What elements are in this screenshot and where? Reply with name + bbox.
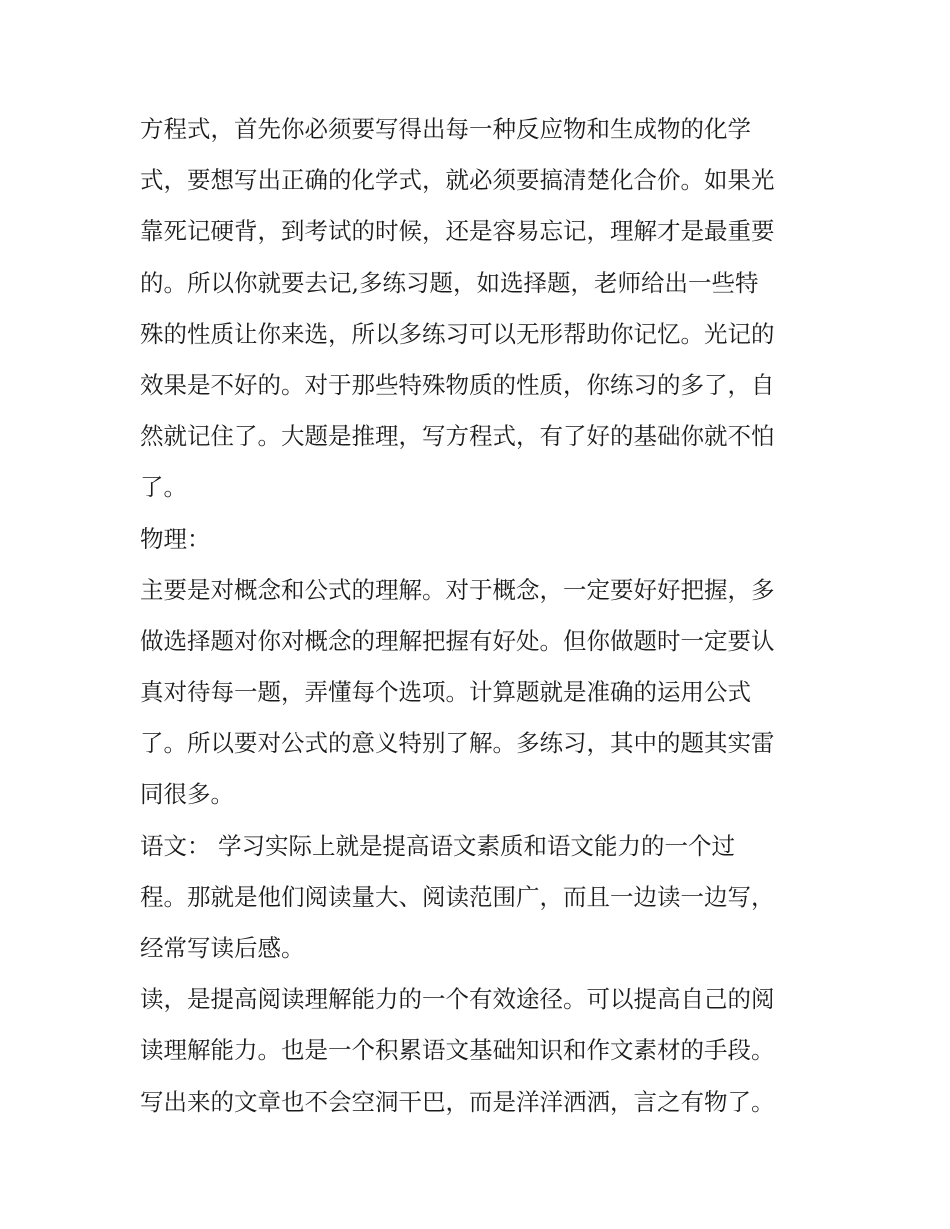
text-line: 的。所以你就要去记,多练习题，如选择题，老师给出一些特 [140,268,759,297]
section-heading-chinese: 语文： 学习实际上就是提高语文素质和语文能力的一个过 [140,831,735,860]
body-text [140,104,820,1128]
text-line: 写出来的文章也不会空洞干巴，而是洋洋洒洒，言之有物了。 [140,1087,775,1116]
text-line: 然就记住了。大题是推理，写方程式，有了好的基础你就不怕 [140,422,775,451]
text-line: 读理解能力。也是一个积累语文基础知识和作文素材的手段。 [140,1036,775,1065]
text-line: 读，是提高阅读理解能力的一个有效途径。可以提高自己的阅 [140,985,775,1014]
section-heading-physics: 物理： [140,524,211,553]
text-line: 式，要想写出正确的化学式，就必须要搞清楚化合价。如果光 [140,166,775,195]
text-line: 同很多。 [140,780,234,809]
text-line: 经常写读后感。 [140,934,305,962]
text-line: 殊的性质让你来选，所以多练习可以无形帮助你记忆。光记的 [140,319,775,348]
text-line: 真对待每一题，弄懂每个选项。计算题就是准确的运用公式 [140,678,751,707]
text-line: 方程式，首先你必须要写得出每一种反应物和生成物的化学 [140,115,751,143]
text-line: 了。所以要对公式的意义特别了解。多练习，其中的题其实雷 [140,729,775,758]
text-line: 了。 [140,473,187,502]
text-line: 效果是不好的。对于那些特殊物质的性质，你练习的多了，自 [140,370,775,399]
text-line: 靠死记硬背，到考试的时候，还是容易忘记，理解才是最重要 [140,217,775,246]
text-line: 主要是对概念和公式的理解。对于概念，一定要好好把握，多 [140,575,775,604]
text-line: 做选择题对你对概念的理解把握有好处。但你做题时一定要认 [140,626,775,655]
text-line: 程。那就是他们阅读量大、阅读范围广，而且一边读一边写， [140,882,775,911]
